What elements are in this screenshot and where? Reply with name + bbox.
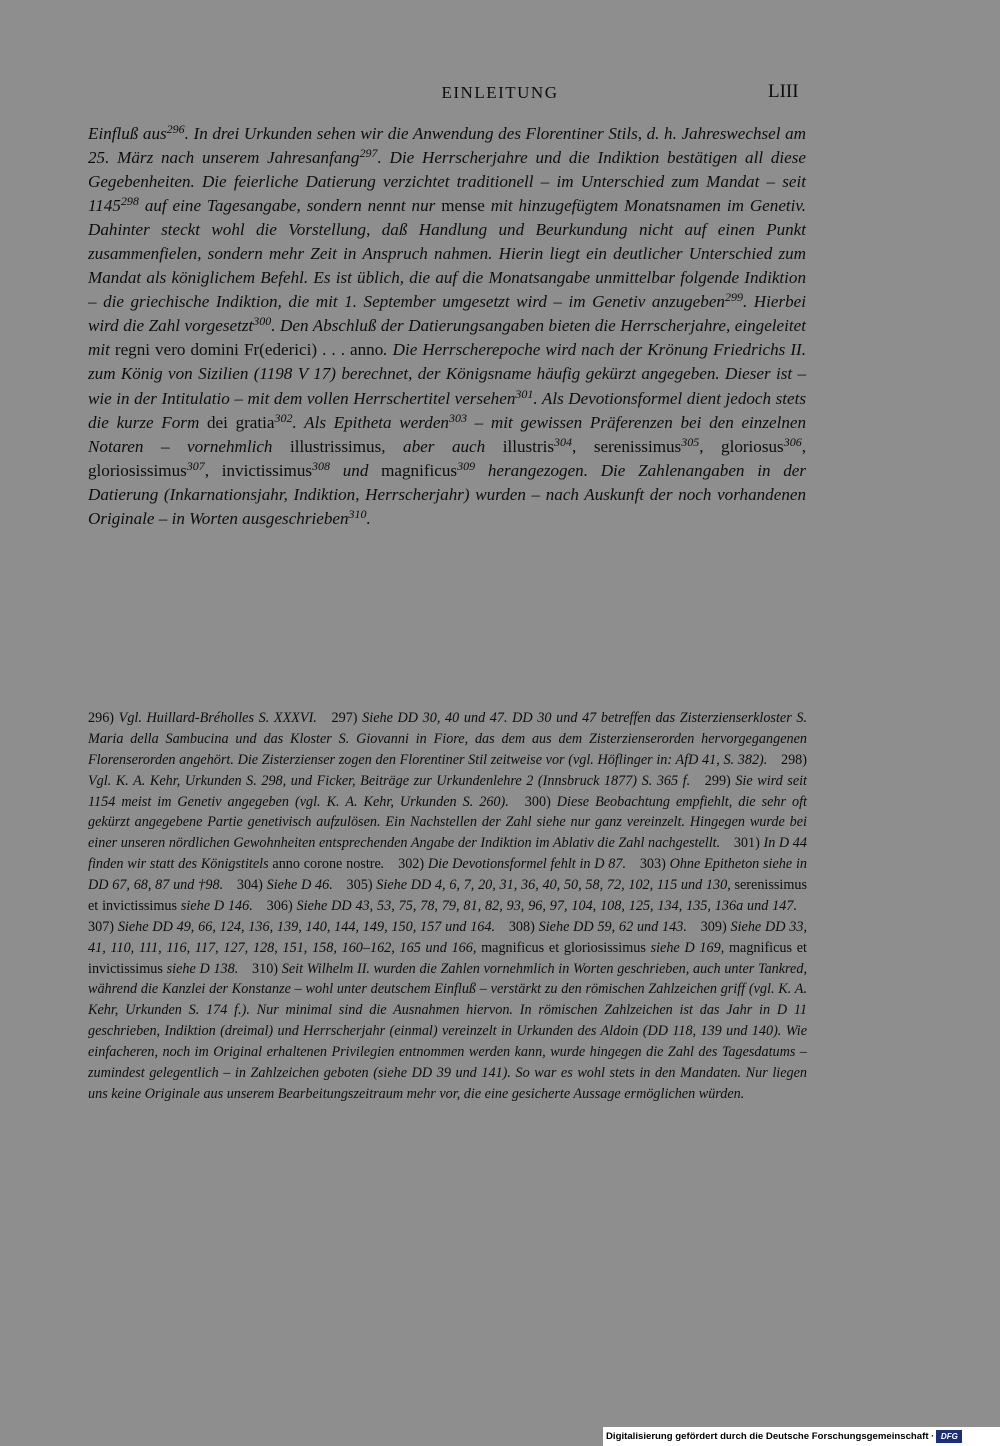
footnote-text: Siehe D 46. bbox=[266, 877, 333, 893]
footnote-text: Vgl. K. A. Kehr, Urkunden S. 298, und Ficker, Beiträge zur Urkundenlehre 2 (Innsbruck 1877) S. 365 f. bbox=[88, 772, 691, 789]
body-text: herangezogen. Die Zahlenangaben in der Datierung (Inkarnationsjahr, Indiktion, Herrscherjahr) wurden – nach Auskunft der noch vorhandenen Originale – in Worten ausgeschrieben bbox=[88, 460, 806, 528]
latin-quotation: illustrissimus bbox=[290, 436, 382, 456]
funding-footer bbox=[603, 1427, 1000, 1446]
footnote bbox=[88, 710, 317, 726]
footnote-ref: 299 bbox=[724, 290, 743, 305]
footnote-ref: 306 bbox=[783, 434, 802, 449]
latin-quotation: magnificus et gloriosissimus bbox=[481, 939, 646, 956]
footnote-text: Sie wird seit 1154 meist im Genetiv angegeben (vgl. K. A. Kehr, Urkunden S. 260). bbox=[88, 772, 807, 810]
footnote-text: Siehe DD 30, 40 und 47. DD 30 und 47 betreffen das Zisterzienserkloster S. Maria della Sambucina und das Kloster S. Giovanni in Fiore, das dem aus dem Zisterzienserorden hervorgegangenen Florenserorden angehört. Die Zisterzienser zogen den Florentiner Stil zeitweise vor (vgl. Höflinger in: AfD 41, S. 382). bbox=[88, 710, 808, 768]
footnote-text: In D 44 finden wir statt des Königstitels bbox=[88, 835, 807, 873]
footnote-number: 303) bbox=[639, 856, 670, 873]
latin-quotation: , gloriosissimus bbox=[88, 436, 806, 480]
body-text: . Die Herrscherjahre und die Indiktion bestätigen all diese Gegebenheiten. Die feierliche Datierung verzichtet traditionell – im Unterschied zum Mandat – seit 1145 bbox=[88, 148, 806, 216]
footnote-number: 306) bbox=[266, 897, 297, 914]
latin-quotation: serenissimus et invictissimus bbox=[88, 877, 807, 914]
body-text: . bbox=[366, 508, 371, 528]
latin-quotation: , gloriosus bbox=[699, 436, 784, 456]
footnote-number: 296) bbox=[88, 710, 119, 726]
footnote bbox=[88, 961, 807, 1102]
footnote-number: 302) bbox=[398, 856, 428, 873]
body-text: . Als Epitheta werden bbox=[292, 412, 449, 432]
footnote-text: Seit Wilhelm II. wurden die Zahlen vornehmlich in Worten geschrieben, auch unter Tankred, während die Kanzlei der Konstanze – wohl unter deutschem Einfluß – verstärkt zu den römischen Zahlzeichen griff (vgl. K. A. Kehr, Urkunden S. 174 f.). Nur minimal sind die Ausnahmen hiervon. In römischen Zahlzeichen ist das Jahr in D 11 geschrieben, Indiktion (dreimal) und Herrscherjahr (einmal) vereinzelt in Urkunden des Aldoin (DD 118, 139 und 140). Wie einfacheren, noch im Original erhaltenen Privilegien entnommen werden kann, wurde hingegen die Zahl des Tagesdatums – zumindest gelegentlich – in Zahlzeichen geboten (siehe DD 39 und 141). So war es wohl stets in den Mandaten. Nur liegen uns keine Originale aus unserem Bearbeitungszeitraum mehr vor, die eine gesicherte Aussage ermöglichen würden. bbox=[88, 960, 807, 1102]
footnote-ref: 303 bbox=[448, 410, 467, 425]
footnote-text: . bbox=[380, 856, 385, 873]
main-paragraph bbox=[88, 122, 806, 531]
body-text: mit hinzugefügtem Monatsnamen im Genetiv. Dahinter steckt wohl die Vorstellung, daß Handlung und Beurkundung nicht auf einen Punkt zusammenfielen, sondern mehr Zeit in Anspruch nahmen. Hierin liegt ein deutlicher Unterschied zum Mandat als königlichem Befehl. Es ist üblich, die auf die Monatsangabe unmittelbar folgende Indiktion – die griechische Indiktion, die mit 1. September umgesetzt wird – im Genetiv anzugeben bbox=[88, 196, 806, 312]
latin-quotation: magnificus bbox=[381, 460, 458, 480]
footnote-ref: 309 bbox=[457, 458, 476, 473]
footnote-text: Diese Beobachtung empfiehlt, die sehr oft gekürzt angegebene Partie genetivisch aufzulösen. Ein Nachstellen der Zahl siehe nur ganz vereinzelt. Hingegen wurde bei einer unseren nördlichen Gewohnheiten entsprechenden Angabe der Indiktion im Ablativ die Zahl nachgestellt. bbox=[88, 793, 808, 852]
footnote-number: 298) bbox=[780, 751, 807, 768]
footnote-ref: 298 bbox=[120, 194, 139, 209]
footnote-ref: 307 bbox=[186, 458, 205, 473]
footnote-ref: 305 bbox=[681, 434, 700, 449]
footnote bbox=[267, 898, 797, 914]
footnote-number: 307) bbox=[88, 918, 118, 935]
footnote-number: 299) bbox=[704, 772, 736, 789]
running-title: EINLEITUNG bbox=[441, 83, 559, 102]
footnotes-block bbox=[88, 708, 807, 1105]
footnote-number: 308) bbox=[508, 918, 539, 935]
footnote-text: Siehe DD 4, 6, 7, 20, 31, 36, 40, 50, 58, 72, 102, 115 und 130, bbox=[376, 877, 735, 893]
body-text: , aber auch bbox=[381, 436, 503, 456]
body-text: . Die Herrscherepoche wird nach der Krönung Friedrichs II. zum König von Sizilien (1198 V 17) berechnet, der Königsname häufig gekürzt angegeben. Dieser ist – wie in der Intitulatio – mit dem vollen Herrschertitel versehen bbox=[88, 340, 806, 408]
latin-quotation: , invictissimus bbox=[204, 460, 313, 480]
body-text: . Als Devotionsformel dient jedoch stets die kurze Form bbox=[88, 388, 806, 432]
footnote-ref: 300 bbox=[253, 314, 272, 329]
footnote-text: siehe D 138. bbox=[162, 960, 239, 977]
footnote bbox=[88, 919, 495, 935]
body-text: . In drei Urkunden sehen wir die Anwendung des Florentiner Stils, d. h. Jahreswechsel am 25. März nach unserem Jahresanfang bbox=[88, 124, 806, 168]
footnote-text: Vgl. Huillard-Bréholles S. XXXVI. bbox=[118, 710, 317, 726]
latin-quotation: anno corone nostre bbox=[272, 856, 381, 873]
footnote-number: 310) bbox=[252, 960, 282, 977]
footnote-text: Siehe DD 59, 62 und 143. bbox=[538, 918, 687, 935]
footnote-number: 309) bbox=[700, 918, 731, 935]
latin-quotation: dei gratia bbox=[206, 412, 275, 432]
footnote-text: Die Devotionsformel fehlt in D 87. bbox=[427, 856, 627, 873]
footnote-text: siehe D 169, bbox=[645, 939, 729, 956]
footnote-number: 297) bbox=[331, 710, 363, 726]
footnote-number: 301) bbox=[733, 835, 764, 852]
footnote-ref: 304 bbox=[554, 434, 573, 449]
body-text: Einfluß aus bbox=[88, 124, 167, 143]
footnote-ref: 308 bbox=[312, 458, 331, 473]
body-text: auf eine Tagesangabe, sondern nennt nur bbox=[138, 196, 442, 216]
footnote bbox=[237, 877, 333, 893]
footnote-text: siehe D 146. bbox=[176, 897, 253, 914]
footnote-text: Siehe DD 43, 53, 75, 78, 79, 81, 82, 93, 96, 97, 104, 108, 125, 134, 135, 136a und 147. bbox=[296, 897, 798, 914]
footnote-ref: 296 bbox=[166, 122, 185, 136]
body-text: . Den Abschluß der Datierungsangaben bieten die Herrscherjahre, eingeleitet mit bbox=[88, 316, 806, 360]
latin-quotation: magnificus et invictissimus bbox=[88, 939, 807, 977]
footnote-number: 304) bbox=[236, 877, 267, 893]
footnote-ref: 302 bbox=[274, 410, 293, 425]
footnote-ref: 301 bbox=[515, 386, 534, 401]
footnote bbox=[398, 856, 626, 872]
footnote-ref: 310 bbox=[348, 506, 367, 521]
footnote-text: Siehe DD 49, 66, 124, 136, 139, 140, 144, 149, 150, 157 und 164. bbox=[117, 918, 496, 935]
footnote bbox=[509, 919, 687, 935]
dfg-logo-icon: DFG bbox=[936, 1430, 962, 1443]
funding-credit: Digitalisierung gefördert durch die Deutsche Forschungsgemeinschaft · bbox=[606, 1431, 935, 1442]
page-number: LIII bbox=[768, 81, 799, 102]
footnote-text: Ohne Epitheton siehe in DD 67, 68, 87 und †98. bbox=[88, 856, 807, 893]
footnote-number: 305) bbox=[346, 877, 377, 893]
footnote-number: 300) bbox=[524, 793, 557, 810]
footnote-ref: 297 bbox=[359, 146, 378, 161]
body-text: . Hierbei wird die Zahl vorgesetzt bbox=[88, 292, 806, 336]
latin-quotation: , serenissimus bbox=[572, 436, 682, 456]
latin-quotation: regni vero domini Fr(ederici) . . . anno bbox=[114, 340, 384, 360]
body-text: – mit gewissen Präferenzen bei den einzelnen Notaren – vornehmlich bbox=[88, 412, 806, 456]
body-text: und bbox=[330, 460, 382, 480]
footnote-text: Siehe DD 33, 41, 110, 111, 116, 117, 127, 128, 151, 158, 160–162, 165 und 166, bbox=[88, 918, 808, 956]
latin-quotation: illustris bbox=[502, 436, 555, 456]
latin-quotation: mense bbox=[441, 196, 485, 216]
